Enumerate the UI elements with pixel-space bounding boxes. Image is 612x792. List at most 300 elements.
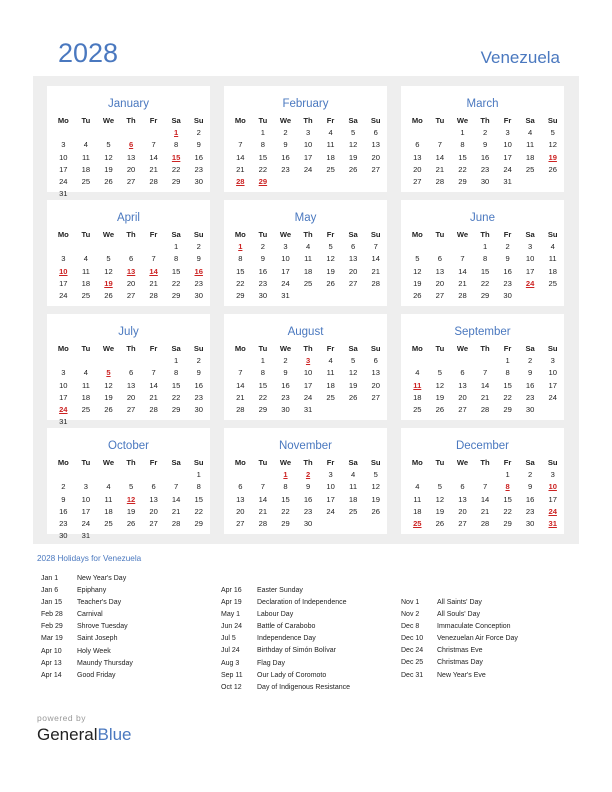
holiday-date: Apr 13 (41, 659, 62, 667)
day-cell: 2 (260, 242, 265, 252)
day-cell (97, 530, 120, 542)
weekday-label: Fr (326, 230, 335, 239)
day-cell: 30 (59, 531, 68, 541)
day-cell: 10 (303, 368, 313, 378)
day-cell: 30 (194, 291, 203, 301)
weekday-label: Mo (411, 116, 423, 125)
day-cell: 14 (149, 152, 158, 162)
holiday-column (401, 597, 518, 682)
day-cell: 30 (503, 291, 512, 301)
day-cell: 26 (413, 291, 422, 301)
day-cell: 23 (194, 278, 203, 288)
weekday-label: Fr (326, 458, 335, 467)
day-cell: 10 (303, 140, 313, 150)
day-cell: 8 (482, 254, 488, 264)
day-cell (406, 241, 429, 253)
day-cell: 12 (371, 482, 380, 492)
day-cell: 9 (528, 482, 533, 492)
weekday-label: Mo (57, 458, 69, 467)
holiday-day-cell: 31 (548, 519, 557, 529)
day-cell (120, 416, 143, 428)
day-cell (364, 290, 387, 302)
holiday-entry (41, 658, 133, 670)
weekday-label: Mo (234, 116, 246, 125)
brand-name-blue: Blue (97, 725, 132, 744)
holiday-entry (221, 682, 350, 694)
weekday-label: Fr (326, 116, 335, 125)
day-cell: 15 (194, 494, 203, 504)
weekday-label: Tu (258, 458, 268, 467)
day-cell: 26 (104, 177, 113, 187)
holiday-day-cell: 15 (171, 152, 181, 162)
day-cell: 7 (437, 140, 442, 150)
holiday-name: Christmas Day (437, 659, 483, 667)
day-cell (229, 469, 252, 481)
day-cell (142, 188, 165, 200)
day-cell: 27 (458, 519, 467, 529)
holiday-column (221, 585, 350, 694)
day-cell: 22 (281, 506, 290, 516)
day-cell: 14 (236, 380, 245, 390)
weekday-label: We (279, 458, 292, 467)
holiday-name: Carnival (77, 611, 103, 619)
day-cell (52, 127, 75, 139)
month-table (406, 457, 564, 530)
weekday-label: Fr (503, 116, 512, 125)
day-cell: 20 (126, 164, 136, 174)
holiday-date: Jan 15 (41, 599, 63, 607)
day-cell: 22 (258, 164, 268, 174)
day-cell: 7 (460, 254, 465, 264)
weekday-label: Th (480, 116, 490, 125)
day-cell (342, 176, 365, 188)
holiday-date: Nov 1 (401, 599, 420, 606)
day-cell: 1 (460, 128, 465, 138)
holiday-column (41, 573, 133, 682)
weekday-label: Sa (348, 230, 358, 239)
day-cell: 10 (59, 380, 68, 390)
weekday-label: Tu (81, 116, 91, 125)
day-cell: 16 (59, 506, 68, 516)
holidays-title: 2028 Holidays for Venezuela (37, 554, 142, 563)
weekday-label: Th (126, 344, 136, 353)
day-cell: 5 (128, 482, 134, 492)
month-february (224, 86, 387, 192)
month-january (47, 86, 210, 199)
weekday-label: Su (193, 230, 204, 239)
holiday-date: Sep 11 (221, 671, 243, 679)
day-cell: 19 (413, 278, 422, 288)
weekday-label: Mo (411, 344, 423, 353)
day-cell: 6 (351, 242, 356, 252)
day-cell: 25 (303, 278, 313, 288)
day-cell: 9 (61, 494, 66, 504)
month-table (52, 229, 210, 302)
day-cell: 21 (149, 392, 158, 402)
holiday-date: Jul 24 (221, 647, 240, 655)
day-cell (75, 188, 98, 200)
day-cell: 17 (59, 278, 68, 288)
day-cell: 2 (283, 356, 288, 366)
day-cell: 18 (81, 278, 91, 288)
day-cell (120, 355, 143, 367)
day-cell: 21 (371, 266, 380, 276)
day-cell (120, 530, 143, 542)
day-cell: 24 (281, 278, 290, 288)
holiday-day-cell: 19 (104, 278, 113, 288)
holiday-name: Christmas Eve (437, 647, 483, 655)
day-cell: 24 (81, 519, 91, 529)
holiday-date: Oct 12 (221, 683, 242, 691)
weekday-label: Fr (149, 116, 158, 125)
day-cell: 11 (326, 140, 335, 150)
day-cell: 7 (151, 140, 156, 150)
weekday-label: Th (303, 116, 313, 125)
holiday-date: Apr 14 (41, 671, 62, 679)
day-cell: 3 (328, 470, 333, 480)
holiday-entry (401, 670, 518, 682)
day-cell: 12 (104, 380, 113, 390)
day-cell: 29 (480, 291, 490, 301)
weekday-label: Mo (234, 344, 246, 353)
day-cell: 1 (482, 242, 488, 252)
day-cell: 9 (482, 140, 488, 150)
holiday-name: Labour Day (257, 611, 294, 619)
weekday-label: Sa (525, 344, 535, 353)
day-cell: 25 (104, 519, 113, 529)
holiday-entry (221, 585, 350, 597)
weekday-label: Fr (149, 458, 158, 467)
holiday-day-cell: 12 (126, 494, 136, 504)
day-cell: 28 (458, 291, 467, 301)
day-cell: 22 (171, 392, 181, 402)
weekday-label: Sa (525, 230, 535, 239)
calendar-grid (33, 76, 579, 544)
day-cell: 27 (371, 164, 380, 174)
brand-name (37, 725, 132, 745)
weekday-label: Mo (234, 230, 246, 239)
weekday-label: Tu (258, 116, 268, 125)
day-cell: 24 (303, 392, 313, 402)
day-cell (97, 241, 120, 253)
weekday-label: Tu (435, 458, 445, 467)
day-cell: 25 (548, 278, 557, 288)
day-cell: 6 (460, 482, 465, 492)
day-cell: 12 (326, 254, 335, 264)
holiday-name: Saint Joseph (77, 635, 118, 643)
day-cell: 10 (326, 482, 335, 492)
day-cell: 10 (81, 494, 91, 504)
day-cell: 26 (326, 278, 335, 288)
day-cell (75, 127, 98, 139)
day-cell: 22 (480, 278, 490, 288)
month-table (229, 343, 387, 416)
day-cell: 25 (525, 164, 535, 174)
day-cell: 20 (413, 164, 422, 174)
day-cell: 7 (482, 368, 488, 378)
day-cell: 7 (238, 140, 243, 150)
day-cell: 25 (81, 177, 91, 187)
day-cell (429, 469, 452, 481)
weekday-label: We (456, 344, 469, 353)
day-cell (165, 416, 188, 428)
day-cell: 5 (437, 368, 442, 378)
day-cell: 27 (413, 177, 422, 187)
holiday-date: Jul 5 (221, 635, 236, 643)
holiday-entry (41, 633, 133, 645)
day-cell: 15 (480, 266, 490, 276)
day-cell: 13 (126, 380, 136, 390)
day-cell: 31 (81, 531, 91, 541)
month-april (47, 200, 210, 306)
holiday-entry (221, 597, 350, 609)
day-cell: 6 (128, 368, 134, 378)
day-cell: 4 (351, 470, 356, 480)
day-cell: 15 (258, 152, 268, 162)
day-cell (229, 127, 252, 139)
day-cell: 13 (458, 380, 467, 390)
day-cell (319, 404, 342, 416)
day-cell: 4 (106, 482, 111, 492)
day-cell: 13 (371, 368, 380, 378)
day-cell: 20 (348, 266, 358, 276)
holiday-day-cell: 10 (59, 266, 68, 276)
month-september (401, 314, 564, 420)
holiday-entry (41, 670, 133, 682)
weekday-label: Mo (234, 458, 246, 467)
day-cell: 24 (59, 177, 68, 187)
day-cell: 19 (371, 494, 380, 504)
day-cell: 9 (196, 140, 201, 150)
day-cell: 5 (437, 482, 442, 492)
day-cell: 17 (548, 380, 557, 390)
day-cell: 18 (548, 266, 557, 276)
day-cell (97, 416, 120, 428)
day-cell: 1 (505, 356, 510, 366)
day-cell: 19 (348, 152, 358, 162)
weekday-label: Th (303, 458, 313, 467)
day-cell: 12 (104, 266, 113, 276)
holiday-date: Apr 10 (41, 647, 62, 655)
day-cell (142, 127, 165, 139)
day-cell: 15 (236, 266, 245, 276)
weekday-label: Su (370, 230, 381, 239)
day-cell: 18 (413, 506, 422, 516)
day-cell: 16 (480, 152, 490, 162)
day-cell: 17 (303, 152, 313, 162)
day-cell: 23 (59, 519, 68, 529)
month-name: January (108, 98, 149, 110)
day-cell: 5 (351, 356, 356, 366)
day-cell (75, 355, 98, 367)
weekday-label: Su (547, 344, 558, 353)
day-cell: 11 (526, 140, 535, 150)
weekday-label: We (102, 116, 115, 125)
day-cell: 4 (550, 242, 555, 252)
day-cell: 14 (435, 152, 445, 162)
day-cell: 27 (126, 291, 136, 301)
weekday-label: Su (547, 458, 558, 467)
weekday-label: Tu (435, 344, 445, 353)
day-cell: 23 (480, 164, 490, 174)
day-cell: 18 (525, 152, 535, 162)
day-cell (187, 188, 210, 200)
day-cell: 30 (258, 291, 268, 301)
day-cell: 26 (104, 291, 113, 301)
day-cell: 4 (415, 368, 420, 378)
calendar-year: 2028 (58, 38, 119, 68)
day-cell: 23 (281, 392, 290, 402)
holiday-name: New Year's Eve (437, 671, 486, 679)
day-cell (297, 290, 320, 302)
day-cell: 30 (281, 405, 290, 415)
day-cell: 27 (435, 291, 445, 301)
day-cell: 5 (106, 140, 111, 150)
holiday-name: Good Friday (77, 671, 116, 679)
day-cell: 25 (326, 164, 335, 174)
day-cell: 2 (528, 356, 533, 366)
month-name: February (282, 98, 329, 110)
day-cell: 16 (281, 380, 290, 390)
day-cell: 3 (61, 254, 66, 264)
day-cell: 24 (326, 506, 335, 516)
day-cell: 21 (149, 164, 158, 174)
day-cell: 2 (61, 482, 66, 492)
day-cell (519, 290, 542, 302)
holiday-entry (41, 573, 133, 585)
day-cell (187, 530, 210, 542)
day-cell: 29 (171, 177, 181, 187)
holiday-date: Feb 29 (41, 623, 63, 631)
day-cell: 12 (435, 380, 445, 390)
day-cell: 2 (528, 470, 533, 480)
day-cell (187, 416, 210, 428)
day-cell (474, 355, 497, 367)
weekday-label: Sa (171, 116, 181, 125)
month-name: April (116, 212, 140, 224)
weekday-label: Th (480, 230, 490, 239)
day-cell: 27 (236, 519, 245, 529)
day-cell: 26 (348, 164, 358, 174)
day-cell (52, 355, 75, 367)
weekday-label: We (456, 458, 469, 467)
day-cell: 18 (104, 506, 113, 516)
day-cell (406, 355, 429, 367)
day-cell: 13 (149, 494, 158, 504)
day-cell: 8 (460, 140, 465, 150)
month-table (52, 457, 210, 542)
weekday-label: Mo (57, 230, 69, 239)
holiday-entry (401, 621, 518, 633)
day-cell: 1 (260, 356, 265, 366)
day-cell: 9 (283, 140, 288, 150)
day-cell: 11 (104, 494, 113, 504)
weekday-label: We (279, 344, 292, 353)
holiday-date: Dec 10 (401, 635, 424, 643)
day-cell: 27 (371, 392, 380, 402)
day-cell: 14 (149, 380, 158, 390)
weekday-label: Su (193, 116, 204, 125)
weekday-label: Sa (348, 116, 358, 125)
day-cell: 28 (480, 405, 490, 415)
weekday-label: Su (370, 116, 381, 125)
day-cell (297, 176, 320, 188)
day-cell (364, 518, 387, 530)
day-cell: 11 (81, 152, 90, 162)
day-cell: 27 (126, 177, 136, 187)
month-december (401, 428, 564, 534)
day-cell: 8 (260, 368, 265, 378)
month-table (229, 457, 387, 530)
day-cell (274, 176, 297, 188)
holiday-day-cell: 24 (59, 405, 68, 415)
day-cell: 6 (373, 356, 378, 366)
day-cell: 21 (236, 164, 245, 174)
day-cell: 21 (149, 278, 158, 288)
holiday-name: Easter Sunday (257, 587, 303, 594)
weekday-label: Th (126, 116, 136, 125)
month-august (224, 314, 387, 420)
holiday-day-cell: 25 (413, 519, 422, 529)
holiday-entry (41, 585, 133, 597)
weekday-label: Mo (411, 230, 423, 239)
day-cell (52, 469, 75, 481)
day-cell: 16 (503, 266, 512, 276)
day-cell: 3 (528, 242, 533, 252)
day-cell: 23 (525, 392, 535, 402)
day-cell: 17 (59, 392, 68, 402)
day-cell: 6 (151, 482, 156, 492)
day-cell (97, 469, 120, 481)
day-cell (252, 469, 275, 481)
month-table (229, 115, 387, 188)
day-cell: 24 (59, 291, 68, 301)
weekday-label: Mo (57, 344, 69, 353)
day-cell: 12 (348, 140, 358, 150)
day-cell: 23 (525, 506, 535, 516)
holiday-day-cell: 1 (238, 242, 243, 252)
weekday-label: Sa (171, 230, 181, 239)
holiday-name: Declaration of Independence (257, 599, 347, 607)
day-cell: 5 (415, 254, 420, 264)
day-cell: 3 (550, 470, 555, 480)
day-cell: 31 (59, 417, 68, 427)
holiday-entry (41, 621, 133, 633)
brand-name-general: General (37, 725, 98, 744)
day-cell (406, 127, 429, 139)
month-name: October (108, 440, 149, 452)
holiday-day-cell: 1 (174, 128, 179, 138)
day-cell: 11 (413, 494, 422, 504)
day-cell: 26 (548, 164, 557, 174)
weekday-label: We (102, 230, 115, 239)
weekday-label: Fr (503, 344, 512, 353)
weekday-label: Sa (348, 458, 358, 467)
holiday-day-cell: 8 (505, 482, 510, 492)
day-cell (97, 127, 120, 139)
weekday-label: Sa (525, 116, 535, 125)
day-cell (541, 176, 564, 188)
day-cell: 6 (460, 368, 465, 378)
holiday-day-cell: 5 (106, 368, 111, 378)
day-cell: 30 (194, 177, 203, 187)
day-cell: 17 (326, 494, 335, 504)
holiday-day-cell: 11 (413, 380, 422, 390)
day-cell: 12 (548, 140, 557, 150)
day-cell: 24 (303, 164, 313, 174)
day-cell: 26 (371, 506, 380, 516)
day-cell: 2 (482, 128, 488, 138)
